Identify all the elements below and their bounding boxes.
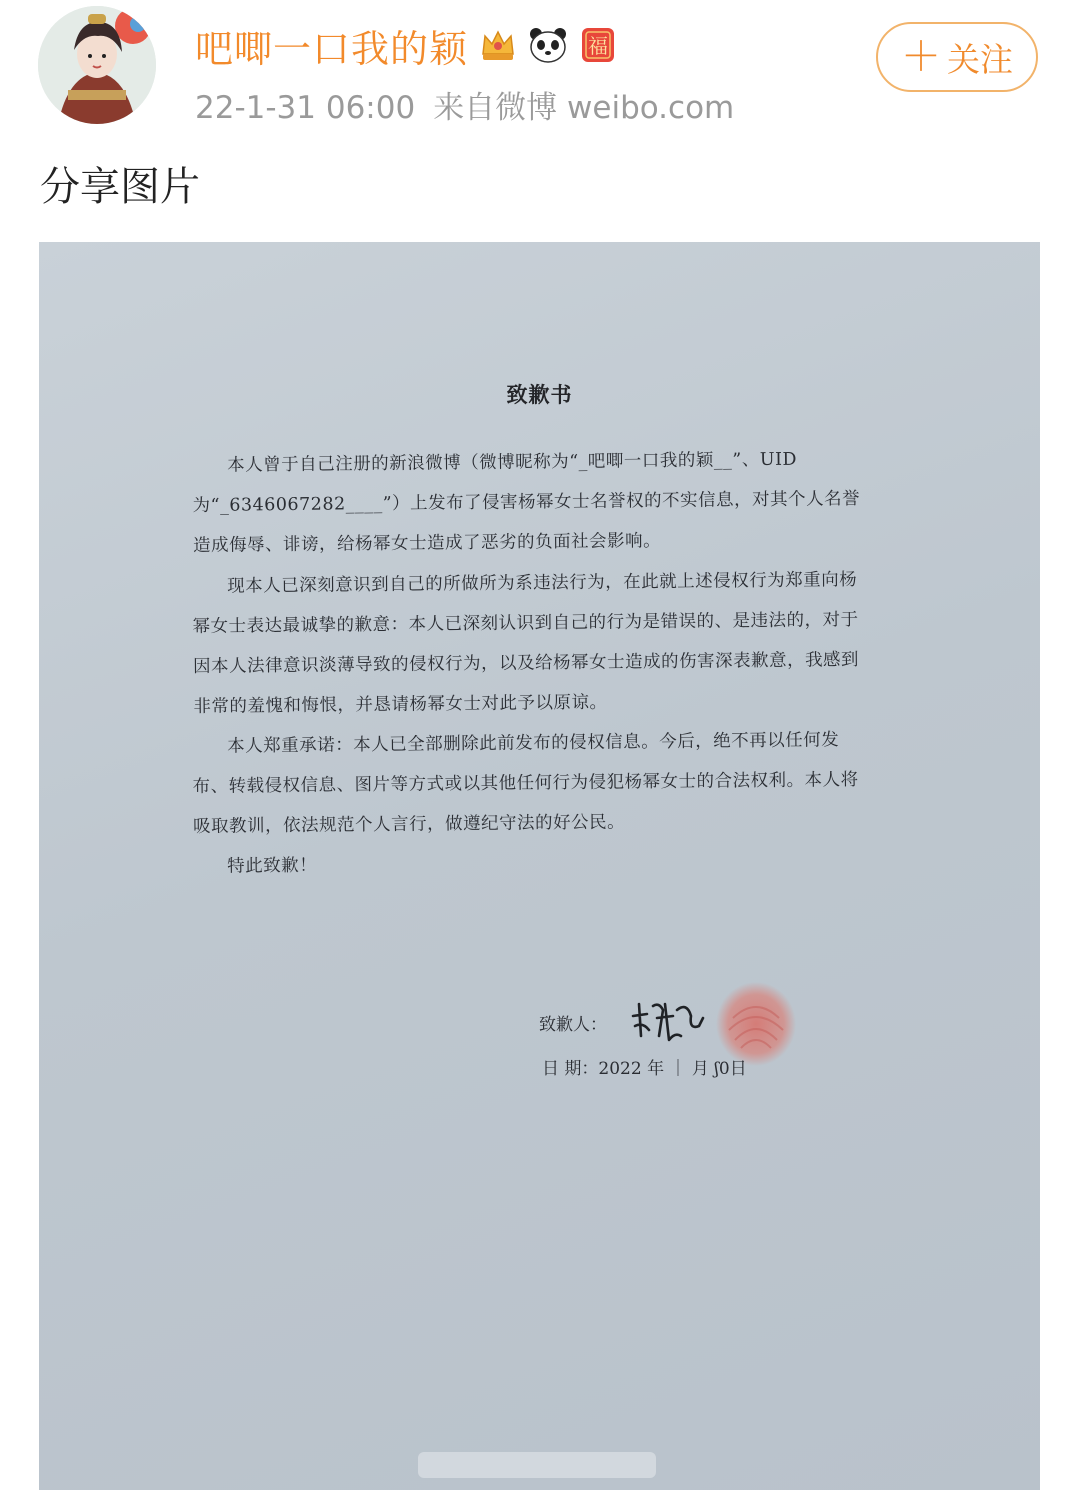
letter-paragraph: 本人曾于自己注册的新浪微博（微博昵称为“_吧唧一口我的颖__”、UID为“_6346067282____”）上发布了侵害杨幂女士名誉权的不实信息，对其个人名誉造成侮辱、诽谤，给杨幂女士造成了恶劣的负面社会影响。 — [192, 449, 861, 556]
svg-text:福: 福 — [588, 34, 609, 58]
handwritten-signature — [629, 996, 709, 1050]
letter-closing: 特此致歉！ — [227, 855, 318, 877]
crown-badge-icon — [478, 25, 518, 65]
letter-paragraph: 现本人已深刻意识到自己的所做所为系违法行为，在此就上述侵权行为郑重向杨幂女士表达最诚挚的歉意：本人已深刻认识到自己的行为是错误的、是违法的，对于因本人法律意识淡薄导致的侵权行为，以及给杨幂女士造成的伤害深表歉意，我感到非常的羞愧和悔恨，并恳请杨幂女士对此予以原谅。 — [192, 570, 860, 717]
post-text: 分享图片 — [40, 164, 200, 210]
plus-icon: ＋ — [901, 34, 941, 80]
signer-label: 致歉人： — [539, 1015, 607, 1035]
apology-letter — [39, 242, 1040, 1490]
follow-label: 关注 — [947, 39, 1013, 79]
letter-paragraph: 本人郑重承诺：本人已全部删除此前发布的侵权信息。今后，绝不再以任何发布、转载侵权信息、图片等方式或以其他任何行为侵犯杨幂女士的合法权利。本人将吸取教训，依法规范个人言行，做遵纪守法的好公民。 — [192, 730, 859, 837]
letter-date: 日 期：2022 年 ｜ 月 ʃ0日 — [542, 1059, 747, 1079]
follow-button[interactable] — [876, 22, 1038, 92]
post-timestamp: 22-1-31 06:00 — [195, 90, 416, 126]
username[interactable]: 吧唧一口我的颖 — [195, 26, 469, 71]
fu-badge-icon — [578, 25, 618, 65]
post-source[interactable]: 来自微博 weibo.com — [433, 90, 735, 126]
username-row — [195, 20, 618, 70]
home-indicator — [418, 1452, 656, 1478]
post-image[interactable] — [39, 242, 1040, 1490]
avatar[interactable] — [38, 6, 156, 124]
letter-title: 致歉书 — [506, 382, 573, 407]
panda-badge-icon — [528, 25, 568, 65]
post-meta — [195, 82, 752, 127]
